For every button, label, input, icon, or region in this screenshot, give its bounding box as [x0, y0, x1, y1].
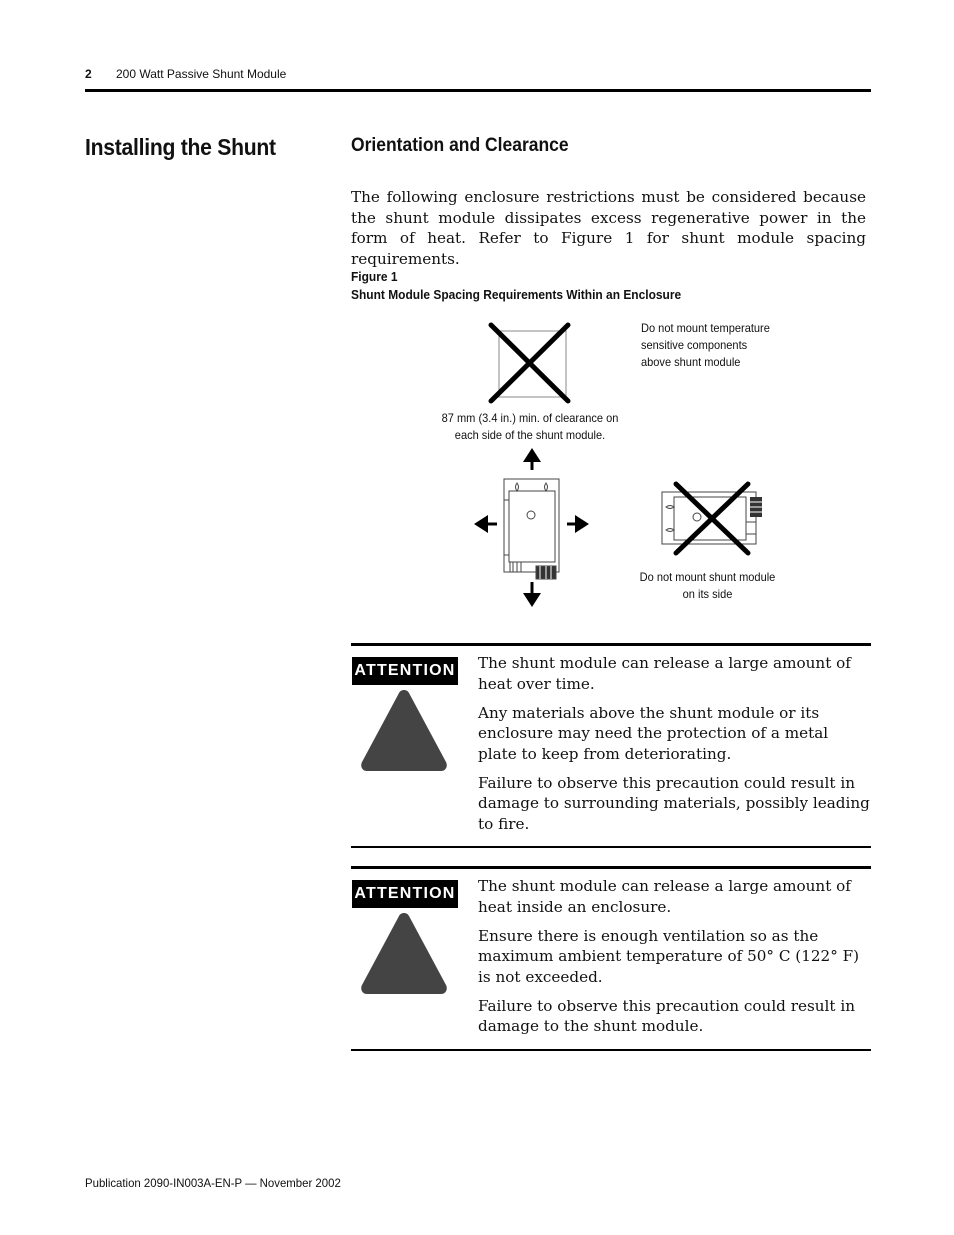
figure-number: Figure 1: [351, 269, 398, 284]
header-rule: [85, 89, 871, 92]
label-line: on its side: [682, 587, 733, 601]
shunt-module-upright: [504, 479, 559, 579]
left-arrow-icon: [474, 515, 497, 533]
attention-top-rule: [351, 866, 871, 869]
attention-text: [478, 653, 870, 843]
prohibited-component-above: [491, 325, 568, 401]
attention-top-rule: [351, 643, 871, 646]
attention-badge: ATTENTION: [352, 880, 458, 908]
cross-out-icon: [676, 484, 748, 553]
attention-bottom-rule: [351, 1049, 871, 1051]
warning-triangle-icon: [358, 909, 450, 997]
publication-footer: Publication 2090-IN003A-EN-P — November 2002: [85, 1176, 341, 1190]
intro-paragraph: The following enclosure restrictions must be considered because the shunt module dissipates excess regenerative power in the form of heat. Refer to Figure 1 for shunt module spacing requirements.: [351, 188, 866, 268]
attention-paragraph: The shunt module can release a large amount of heat over time.: [478, 654, 851, 693]
attention-paragraph: Failure to observe this precaution could result in damage to the shunt module.: [478, 996, 855, 1035]
label-line: above shunt module: [641, 355, 741, 369]
label-line: each side of the shunt module.: [454, 428, 606, 442]
label-line: Do not mount temperature: [641, 321, 770, 335]
attention-text: [478, 876, 870, 1045]
cross-out-icon: [491, 325, 568, 401]
label-no-sensitive-components-above: [641, 320, 797, 371]
running-header-title: 200 Watt Passive Shunt Module: [116, 67, 287, 81]
attention-bottom-rule: [351, 846, 871, 848]
warning-triangle-icon: [358, 686, 450, 774]
down-arrow-icon: [523, 582, 541, 607]
attention-paragraph: Any materials above the shunt module or its enclosure may need the protection of a metal plate to keep from deteriorating.: [478, 703, 829, 763]
attention-paragraph: Failure to observe this precaution could result in damage to surrounding materials, possibly leading to fire.: [478, 773, 870, 833]
label-no-side-mount: [636, 569, 779, 603]
figure-caption: Shunt Module Spacing Requirements Within an Enclosure: [351, 287, 682, 302]
up-arrow-icon: [523, 448, 541, 470]
section-title: Installing the Shunt: [85, 134, 276, 160]
shunt-module-sideways: [662, 484, 762, 553]
subsection-title: Orientation and Clearance: [351, 135, 569, 156]
label-line: sensitive components: [641, 338, 748, 352]
page-number: 2: [85, 67, 92, 81]
label-line: Do not mount shunt module: [639, 570, 776, 584]
attention-badge: ATTENTION: [352, 657, 458, 685]
attention-paragraph: Ensure there is enough ventilation so as the maximum ambient temperature of 50° C (122° F) is not exceeded.: [478, 926, 860, 986]
label-clearance: [438, 410, 622, 444]
label-line: 87 mm (3.4 in.) min. of clearance on: [441, 411, 619, 425]
attention-paragraph: The shunt module can release a large amount of heat inside an enclosure.: [478, 877, 851, 916]
right-arrow-icon: [567, 515, 589, 533]
